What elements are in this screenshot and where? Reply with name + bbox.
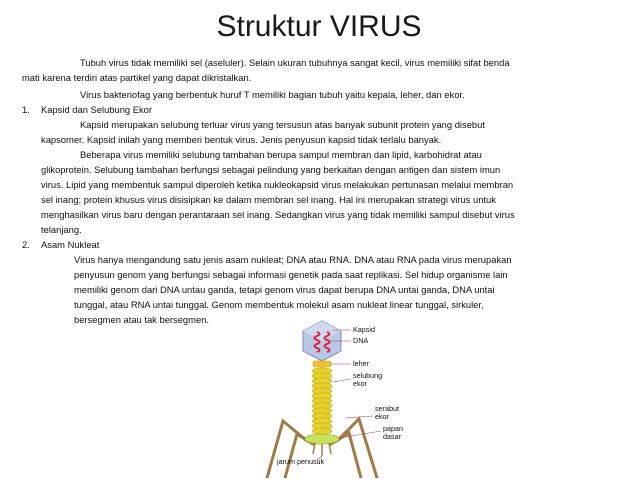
section-1-line: menghasilkan virus baru dengan perantaraan sel inang. Sedangkan virus yang tidak memiliki sampul disebut virus	[41, 209, 515, 220]
section-2-heading: Asam Nukleat	[41, 239, 100, 250]
section-1-heading: Kapsid dan Selubung Ekor	[41, 104, 153, 115]
page-title: Struktur VIRUS	[216, 10, 422, 43]
base-plate	[305, 434, 339, 444]
section-1-line: kapsomer. Kapsid inilah yang memberi bentuk virus. Jenis penyusun kapsid tidak terlalu banyak.	[41, 134, 442, 145]
section-1-line: glikoprotein. Selubung tambahan berfungsi sebagai pelindung yang berkaitan dengan antigen dan sistem imun	[41, 164, 501, 175]
section-2-number: 2.	[22, 239, 30, 250]
label-selubung: selubung	[353, 371, 383, 380]
section-1-line: sel inang; protein khusus virus disisipkan ke dalam membran sel inang. Hal ini merupakan strategi virus untuk	[41, 194, 496, 205]
section-1-line: Kapsid merupakan selubung terluar virus yang tersusun atas banyak subunit protein yang disebut	[80, 119, 485, 130]
section-2-line: Virus hanya mengandung satu jenis asam nukleat; DNA atau RNA. DNA atau RNA pada virus merupakan	[74, 254, 512, 265]
intro-line-2: mati karena terdiri atas partikel yang dapat dikristalkan.	[22, 72, 252, 83]
intro-line-1: Tubuh virus tidak memiliki sel (aseluler). Selain ukuran tubuhnya sangat kecil, virus memiliki sifat benda	[80, 57, 510, 68]
collar	[313, 361, 331, 367]
section-2-line: penyusun genom yang berfungsi sebagai informasi genetik pada saat replikasi. Sel hidup organisme lain	[74, 269, 508, 280]
label-kapsid: Kapsid	[353, 325, 375, 334]
section-2-line: bersegmen atau tak bersegmen.	[74, 314, 209, 325]
label-papan: papan	[383, 424, 403, 433]
bacteriophage-diagram	[255, 318, 435, 478]
section-1-line: telanjang.	[41, 224, 82, 235]
tail-sheath	[312, 368, 332, 434]
label-selubung-ekor: ekor	[353, 379, 367, 388]
section-1-line: Beberapa virus memiliki selubung tambahan berupa sampul membran dan lipid, karbohidrat atau	[80, 149, 482, 160]
label-serabut-ekor: ekor	[375, 412, 389, 421]
section-1-line: virus. Lipid yang membentuk sampul diperoleh ketika nukleokapsid virus melakukan pertunasan melalui membran	[41, 179, 514, 190]
intro-line-3: Virus bakteriofag yang berbentuk huruf T memiliki bagian tubuh yaitu kepala, leher, dan ekor.	[80, 89, 465, 100]
label-serabut: serabut	[375, 404, 399, 413]
section-1-number: 1.	[22, 104, 30, 115]
label-leher: leher	[353, 359, 369, 368]
label-jarum-penusuk: jarum penusuk	[277, 457, 325, 466]
section-2-line: tunggal, atau RNA untai tunggal. Genom membentuk molekul asam nukleat linear tunggal, sirkuler,	[74, 299, 484, 310]
section-2-line: memiliki genom dari DNA untau ganda, tetapi genom virus dapat berupa DNA untai ganda, DNA untai	[74, 284, 495, 295]
label-papan-dasar: dasar	[383, 432, 401, 441]
label-dna: DNA	[353, 336, 369, 345]
tail-pins	[313, 443, 331, 456]
